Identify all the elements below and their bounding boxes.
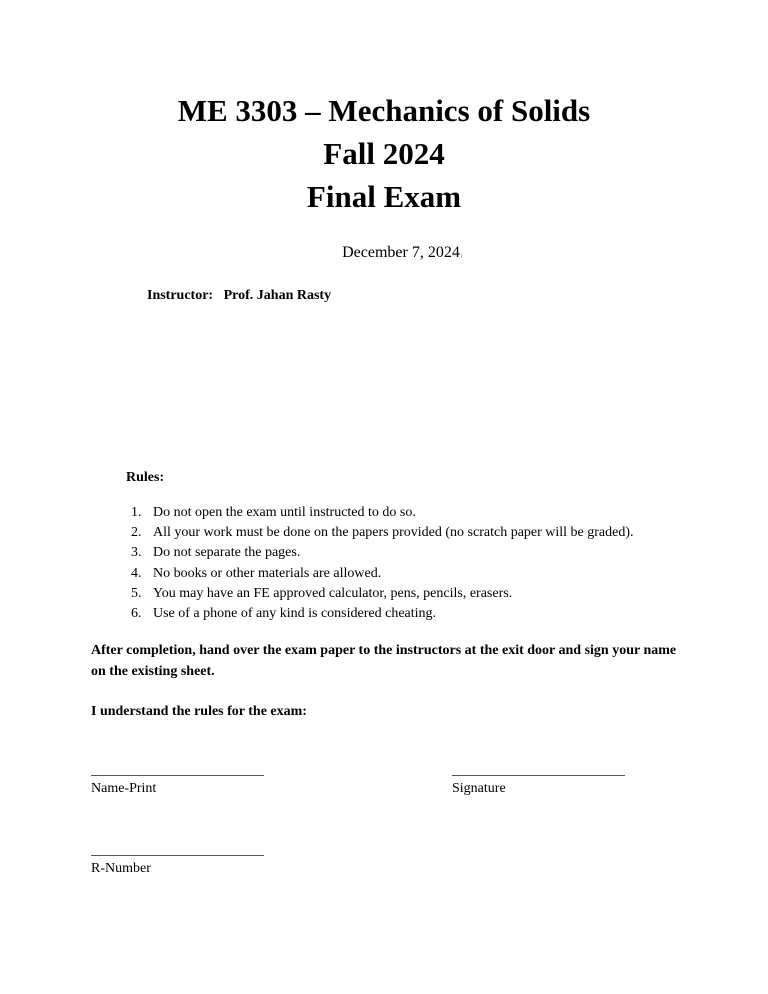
rule-text: You may have an FE approved calculator, pens, pencils, erasers.: [153, 585, 513, 601]
rule-text: Do not open the exam until instructed to do so.: [153, 505, 416, 520]
completion-instructions: After completion, hand over the exam paper to the instructors at the exit door and sign your name on the existing sheet.: [91, 643, 677, 679]
instructor-line: [147, 288, 331, 304]
instructor-name: Prof. Jahan Rasty: [223, 288, 332, 303]
exam-title-block: [0, 89, 768, 218]
understand-statement: I understand the rules for the exam:: [91, 704, 307, 719]
rule-text: Do not separate the pages.: [153, 545, 301, 561]
rule-text: Use of a phone of any kind is considered cheating.: [153, 606, 437, 622]
rule-item: [131, 523, 634, 543]
exam-title: Final Exam: [306, 179, 462, 214]
rule-item: [131, 584, 634, 604]
exam-date-text: December 7, 2024: [342, 244, 460, 261]
rule-number: 5.: [131, 585, 142, 601]
rule-number: 6.: [131, 606, 142, 622]
course-title: ME 3303 – Mechanics of Solids: [177, 93, 591, 128]
instructor-label: Instructor:: [147, 288, 214, 303]
rule-text: No books or other materials are allowed.: [153, 565, 382, 581]
rule-text: All your work must be done on the papers provided (no scratch paper will be graded).: [153, 525, 634, 541]
name-print-line[interactable]: [91, 775, 264, 776]
rule-number: 3.: [131, 545, 142, 561]
rules-heading: Rules:: [126, 470, 165, 485]
exam-date: [0, 244, 768, 262]
rules-list: [131, 503, 634, 624]
rule-item: [131, 604, 634, 624]
name-print-label: Name-Print: [91, 781, 157, 796]
date-cursor-mark: |: [460, 254, 462, 259]
rule-item: [131, 543, 634, 563]
rule-item: [131, 503, 634, 523]
term-title: Fall 2024: [323, 136, 445, 171]
r-number-label: R-Number: [91, 861, 151, 876]
rule-number: 4.: [131, 565, 142, 581]
rule-item: [131, 564, 634, 584]
r-number-line[interactable]: [91, 855, 264, 856]
signature-line[interactable]: [452, 775, 625, 776]
rule-number: 1.: [131, 505, 142, 520]
signature-label: Signature: [452, 781, 506, 796]
rule-number: 2.: [131, 525, 142, 541]
